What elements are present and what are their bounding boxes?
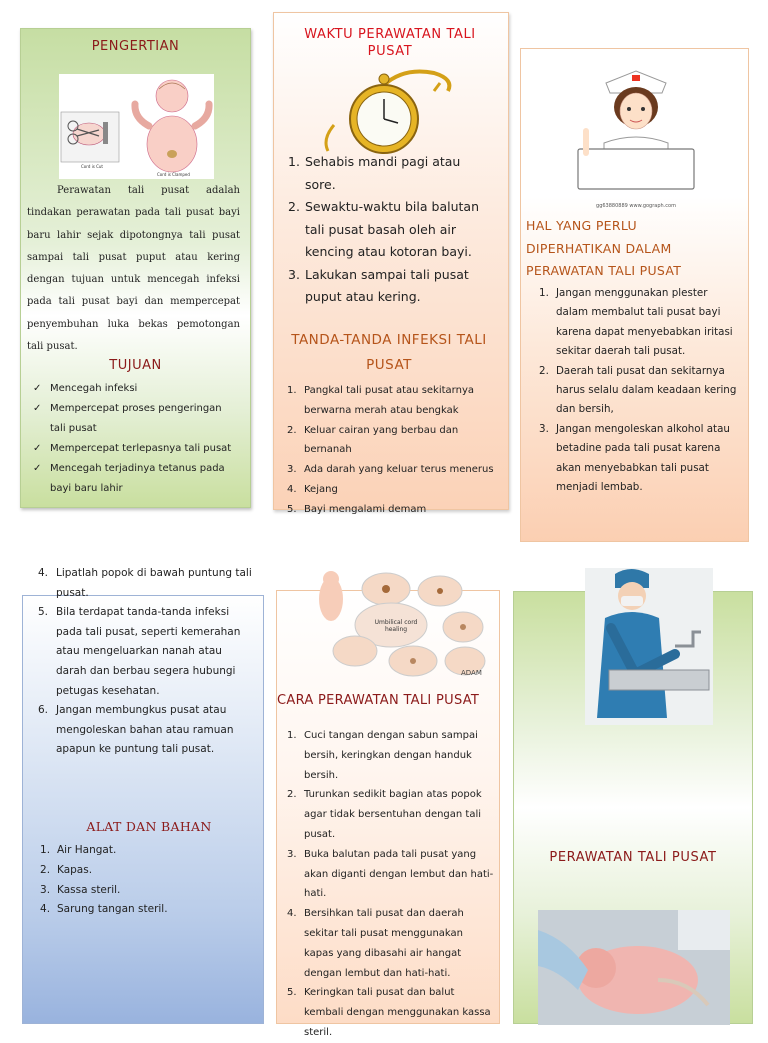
list-item [38, 603, 252, 701]
cara-title: CARA PERAWATAN TALI PUSAT [277, 693, 480, 708]
list-item: ✓ Mencegah terjadinya tetanus pada bayi baru lahir [50, 459, 240, 499]
lanjutan-list [38, 564, 252, 760]
alat-list [57, 841, 257, 920]
list-item [38, 564, 252, 603]
list-text: Lipatlah popok di bawah puntung tali pusat. [56, 567, 252, 599]
list-item: Sehabis mandi pagi atau sore. [305, 154, 461, 192]
pocket-watch-icon [314, 65, 454, 155]
list-number: 5. [38, 606, 49, 619]
list-item: Sarung tangan steril. [57, 903, 168, 916]
waktu-title: WAKTU PERAWATAN TALI PUSAT [304, 27, 476, 59]
list-item: Ada darah yang keluar terus menerus [304, 464, 494, 476]
list-item: ✓ Mempercepat terlepasnya tali pusat [50, 439, 240, 459]
list-item: Lakukan sampai tali pusat puput atau kering. [305, 266, 469, 304]
list-item: ✓ Mencegah infeksi [50, 379, 240, 399]
cover-title: PERAWATAN TALI PUSAT [549, 850, 717, 865]
list-text: Jangan membungkus pusat atau mengoleskan bahan atau ramuan apapun ke puntung tali pusat. [56, 704, 234, 756]
pengertian-paragraph: Perawatan tali pusat adalah tindakan perawatan pada tali pusat bayi baru lahir sejak dipotongnya tali pusat sampai tali pusat puput atau kering dengan tujuan untuk mencegah infeksi pada tali pusat bayi dan mempercepat penyembuhan luka bekas pemotongan tali pusat. [27, 185, 240, 353]
adam-logo: ADAM [461, 669, 482, 677]
list-item: Kejang [304, 483, 338, 495]
list-item: Keluar cairan yang berbau dan bernanah [304, 424, 459, 456]
panel-waktu [273, 12, 509, 515]
list-item: Jangan menggunakan plester dalam membalut tali pusat bayi karena dapat menyebabkan iritasi sekitar daerah tali pusat. [556, 287, 733, 358]
cara-list [304, 726, 494, 1043]
list-item: Jangan mengoleskan alkohol atau betadine pada tali pusat karena akan menyebabkan tali pusat menjadi lembab. [556, 422, 730, 494]
list-item: Kapas. [57, 863, 93, 876]
cord-healing-illustration [313, 569, 493, 681]
tanda-title: TANDA-TANDA INFEKSI TALI PUSAT [291, 332, 487, 373]
newborn-photo [538, 910, 730, 1025]
hal-list [556, 284, 741, 497]
list-item: Air Hangat. [57, 844, 117, 856]
fig-label-healing: Umbilical cord healing [374, 619, 418, 633]
panel-cover [513, 591, 753, 1024]
fig-label-clamped: Cord is Clamped [157, 172, 190, 177]
list-text: Bila terdapat tanda-tanda infeksi pada tali pusat, seperti kemerahan atau mengeluarkan nanah atau darah dan berbau segera hubungi petugas kesehatan. [56, 606, 241, 697]
pengertian-title: PENGERTIAN [91, 39, 180, 54]
list-item: Turunkan sedikit bagian atas popok agar tidak bersentuhan dengan tali pusat. [304, 789, 482, 840]
list-item: Bayi mengalami demam [304, 503, 427, 515]
list-item [38, 701, 252, 760]
list-number: 6. [38, 704, 49, 717]
alat-title: ALAT DAN BAHAN [86, 819, 212, 834]
list-item: Keringkan tali pusat dan balut kembali dengan menggunakan kassa steril. [304, 987, 491, 1038]
panel-cara [276, 590, 500, 1038]
list-item: Daerah tali pusat dan sekitarnya harus selalu dalam keadaan kering dan bersih, [556, 364, 737, 416]
hal-title: HAL YANG PERLU DIPERHATIKAN DALAM PERAWATAN TALI PUSAT [526, 218, 682, 278]
nurse-illustration [566, 65, 706, 215]
list-number: 4. [38, 567, 49, 579]
list-item: Buka balutan pada tali pusat yang akan diganti dengan lembut dan hati-hati. [304, 848, 494, 900]
waktu-list [305, 151, 495, 309]
handwashing-illustration [585, 568, 713, 725]
cord-care-illustration [59, 74, 214, 179]
list-item: Pangkal tali pusat atau sekitarnya berwarna merah atau bengkak [304, 385, 474, 416]
list-item: ✓ Mempercepat proses pengeringan tali pusat [50, 399, 240, 439]
tanda-list [304, 381, 499, 520]
tujuan-title: TUJUAN [109, 358, 162, 373]
list-item: Bersihkan tali pusat dan daerah sekitar tali pusat menggunakan kapas yang dibasahi air hangat dengan lembut dan hati-hati. [304, 908, 464, 979]
list-item: Cuci tangan dengan sabun sampai bersih, keringkan dengan handuk bersih. [304, 730, 478, 781]
panel-hal [520, 48, 749, 542]
nurse-watermark: gg63880889 www.gograph.com [596, 203, 676, 209]
list-item: Kassa steril. [57, 883, 121, 896]
panel-pengertian [20, 28, 251, 508]
fig-label-cut: Cord is Cut [81, 164, 103, 169]
tujuan-list [50, 379, 240, 499]
list-item: Sewaktu-waktu bila balutan tali pusat basah oleh air kencing atau kotoran bayi. [305, 199, 479, 259]
